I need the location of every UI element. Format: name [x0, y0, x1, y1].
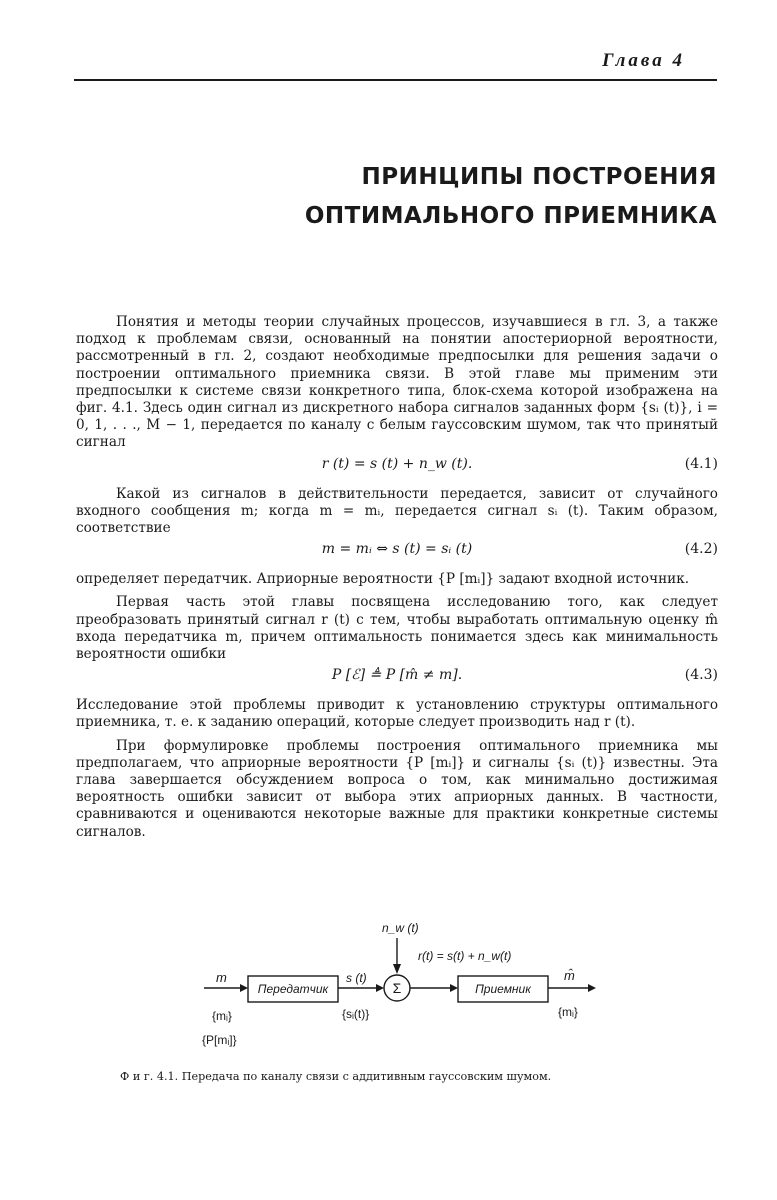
chapter-title-line-1: ПРИНЦИПЫ ПОСТРОЕНИЯ	[361, 164, 717, 190]
header-rule	[74, 79, 717, 81]
equation-4-1-formula: r (t) = s (t) + n_w (t).	[321, 455, 473, 472]
equation-4-2-number: (4.2)	[684, 541, 718, 558]
figure-caption-text: Передача по каналу связи с аддитивным гауссовским шумом.	[181, 1070, 552, 1083]
transmitter-label: Передатчик	[257, 982, 329, 996]
output-label: m̂	[564, 968, 575, 983]
equation-4-3-number: (4.3)	[684, 667, 718, 684]
paragraph-4: Первая часть этой главы посвящена исследованию того, как следует преобразовать принятый сигнал r (t) с тем, чтобы выработать оптимальную оценку m̂ входа передатчика m, причем оптимальность понимается здесь как минимальность вероятности ошибки	[76, 594, 718, 663]
paragraph-3: определяет передатчик. Априорные вероятности {P [mᵢ]} задают входной источник.	[76, 571, 690, 588]
equation-4-3-formula: P [ℰ] ≜ P [m̂ ≠ m].	[331, 667, 463, 684]
chapter-label: Глава 4	[602, 50, 685, 71]
equation-4-3	[76, 667, 718, 689]
equation-4-1	[76, 456, 718, 478]
noise-label: n_w (t)	[382, 921, 419, 935]
equation-4-2-formula: m = mᵢ ⇔ s (t) = sᵢ (t)	[321, 541, 473, 558]
output-set-label: {mᵢ}	[558, 1005, 578, 1019]
chapter-title-line-2: ОПТИМАЛЬНОГО ПРИЕМНИКА	[304, 203, 717, 229]
noise-arrow-head	[393, 964, 401, 974]
chapter-title	[305, 158, 717, 236]
paragraph-6: При формулировке проблемы построения оптимального приемника мы предполагаем, что априорные вероятности {P [mᵢ]} и сигналы {sᵢ (t)} известны. Эта глава завершается обсуждением вопроса о том, как минимально достижимая вероятность ошибки зависит от выбора этих априорных данных. В частности, сравниваются и оцениваются некоторые важные для практики конкретные системы сигналов.	[76, 737, 718, 840]
paragraph-2: Какой из сигналов в действительности передается, зависит от случайного входного сообщения m; когда m = mᵢ, передается сигнал sᵢ (t). Таким образом, соответствие	[76, 485, 718, 537]
messages-set-label: {mᵢ}	[212, 1009, 232, 1023]
signals-set-label: {sᵢ(t)}	[342, 1007, 370, 1021]
body-text	[76, 314, 718, 841]
signal-label: s (t)	[346, 971, 367, 985]
receiver-label: Приемник	[475, 982, 531, 996]
equation-4-1-number: (4.1)	[684, 455, 718, 472]
output-arrow-head	[588, 984, 596, 992]
sum-symbol: Σ	[392, 980, 402, 996]
input-label: m	[216, 970, 227, 985]
figure-caption-prefix: Ф и г. 4.1.	[120, 1070, 179, 1083]
figure-caption	[120, 1070, 680, 1083]
paragraph-5: Исследование этой проблемы приводит к установлению структуры оптимального приемника, т. е. к заданию операций, которые следует производить над r (t).	[76, 697, 718, 731]
sum-to-receiver-arrow-head	[450, 984, 458, 992]
paragraph-1: Понятия и методы теории случайных процессов, изучавшиеся в гл. 3, а также подход к проблемам связи, основанный на понятии апостериорной вероятности, рассмотренный в гл. 2, создают необходимые предпосылки для решения задачи о построении оптимального приемника связи. В этой главе мы применим эти предпосылки к системе связи конкретного типа, блок-схема которой изображена на фиг. 4.1. Здесь один сигнал из дискретного набора сигналов заданных форм {sᵢ (t)}, i = 0, 1, . . ., M − 1, передается по каналу с белым гауссовским шумом, так что принятый сигнал	[76, 314, 718, 451]
signal-arrow-head	[376, 984, 384, 992]
equation-4-2	[76, 541, 718, 563]
block-diagram	[190, 914, 610, 1054]
received-label: r(t) = s(t) + n_w(t)	[418, 949, 512, 963]
input-arrow-head	[240, 984, 248, 992]
priors-set-label: {P[mᵢ]}	[202, 1033, 237, 1047]
